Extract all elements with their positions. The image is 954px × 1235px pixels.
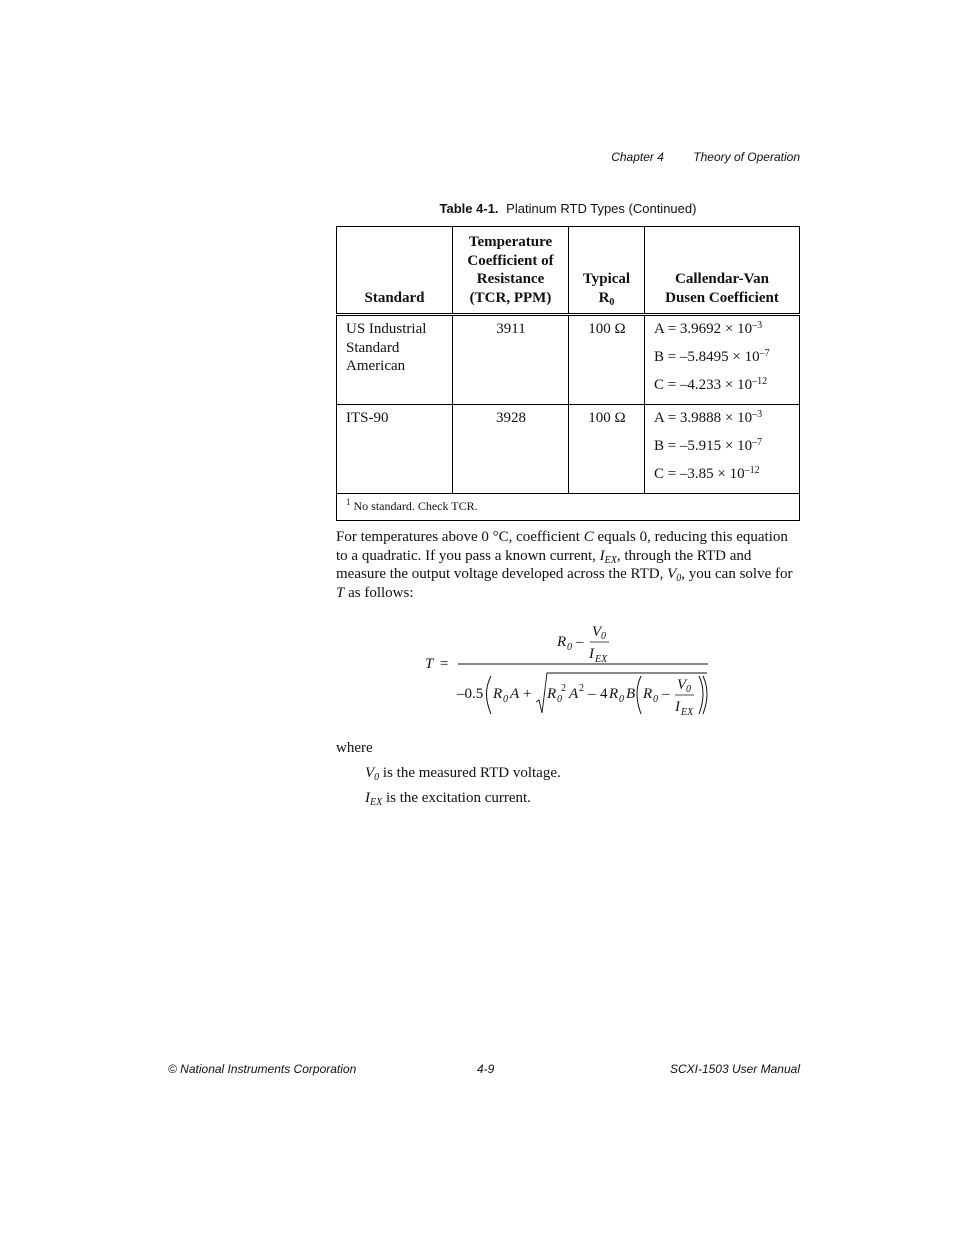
cell-standard: ITS-90 (337, 405, 453, 494)
svg-text:4: 4 (600, 686, 608, 702)
footer-copyright: © National Instruments Corporation (168, 1062, 357, 1076)
where-label: where (336, 740, 373, 756)
svg-text:R: R (547, 686, 557, 702)
cell-tcr: 3911 (453, 315, 569, 405)
svg-text:V: V (592, 624, 602, 640)
svg-text:V: V (677, 677, 687, 693)
temperature-equation (420, 618, 720, 718)
svg-text:0: 0 (567, 642, 572, 653)
svg-text:–0.5: –0.5 (457, 686, 484, 702)
table-footnote: $^1$ No standard. Check TCR. (337, 494, 800, 521)
svg-text:0: 0 (503, 694, 508, 705)
svg-text:EX: EX (595, 654, 608, 665)
cell-r0: 100 Ω (569, 405, 645, 494)
svg-text:=: = (440, 656, 449, 672)
svg-text:0: 0 (601, 631, 606, 642)
table-header-row (337, 227, 800, 315)
svg-text:B: B (626, 686, 636, 702)
svg-text:I: I (589, 646, 594, 662)
body-paragraph: For temperatures above 0 °C, coefficient C equals 0, reducing this equation to a quadratic. If you pass a known current, $I_{EX}$, through the RTD and measure the output voltage developed across the RTD, $V_0$, you can solve for T as follows: (336, 529, 793, 601)
svg-text:0: 0 (619, 694, 624, 705)
svg-text:R: R (493, 686, 503, 702)
header-tcr: Temperature Coefficient of Resistance (TCR, PPM) (453, 227, 569, 315)
table-row (337, 405, 800, 494)
chapter-label: Chapter 4 (611, 150, 664, 164)
cell-coefficients: $A = 3.9692 \times 10^{-3}$ $B = -5.8495 \times 10^{-7}$ $C = -4.233 \times 10^{-12}$ (644, 315, 799, 405)
svg-text:–: – (576, 634, 584, 650)
svg-text:R: R (557, 634, 567, 650)
footer-page-number: 4-9 (477, 1062, 495, 1076)
table-caption-label: Table 4-1. (439, 201, 499, 216)
cell-r0: 100 Ω (569, 315, 645, 405)
svg-text:0: 0 (653, 694, 658, 705)
svg-text:0: 0 (557, 694, 562, 705)
svg-text:–: – (662, 686, 670, 702)
svg-text:T: T (425, 656, 434, 672)
table-caption (336, 201, 800, 216)
header-standard: Standard (337, 227, 453, 315)
svg-text:A: A (569, 686, 579, 702)
running-header (611, 150, 800, 164)
svg-text:0: 0 (686, 684, 691, 695)
table-footnote-row (337, 494, 800, 521)
svg-text:I: I (675, 699, 680, 715)
definition-iex: $I_{EX}$ is the excitation current. (365, 790, 531, 808)
svg-text:+: + (523, 686, 532, 702)
rtd-types-table (336, 226, 800, 521)
cell-tcr: 3928 (453, 405, 569, 494)
svg-text:R: R (643, 686, 653, 702)
svg-text:EX: EX (681, 707, 694, 718)
svg-text:2: 2 (579, 683, 584, 694)
header-typical-r0: Typical $R_0$ (569, 227, 645, 315)
svg-text:–: – (588, 686, 596, 702)
section-title: Theory of Operation (693, 150, 800, 164)
table-caption-text: Platinum RTD Types (Continued) (506, 201, 697, 216)
svg-text:R: R (609, 686, 619, 702)
definition-v0: $V_0$ is the measured RTD voltage. (365, 765, 561, 783)
footer-manual-title: SCXI-1503 User Manual (669, 1062, 800, 1076)
svg-text:A: A (510, 686, 520, 702)
svg-text:2: 2 (561, 683, 566, 694)
cell-standard: US Industrial Standard American (337, 315, 453, 405)
cell-coefficients: $A = 3.9888 \times 10^{-3}$ $B = -5.915 \times 10^{-7}$ $C = -3.85 \times 10^{-12}$ (644, 405, 799, 494)
header-callendar-van-dusen: Callendar-Van Dusen Coefficient (644, 227, 799, 315)
table-row (337, 315, 800, 405)
